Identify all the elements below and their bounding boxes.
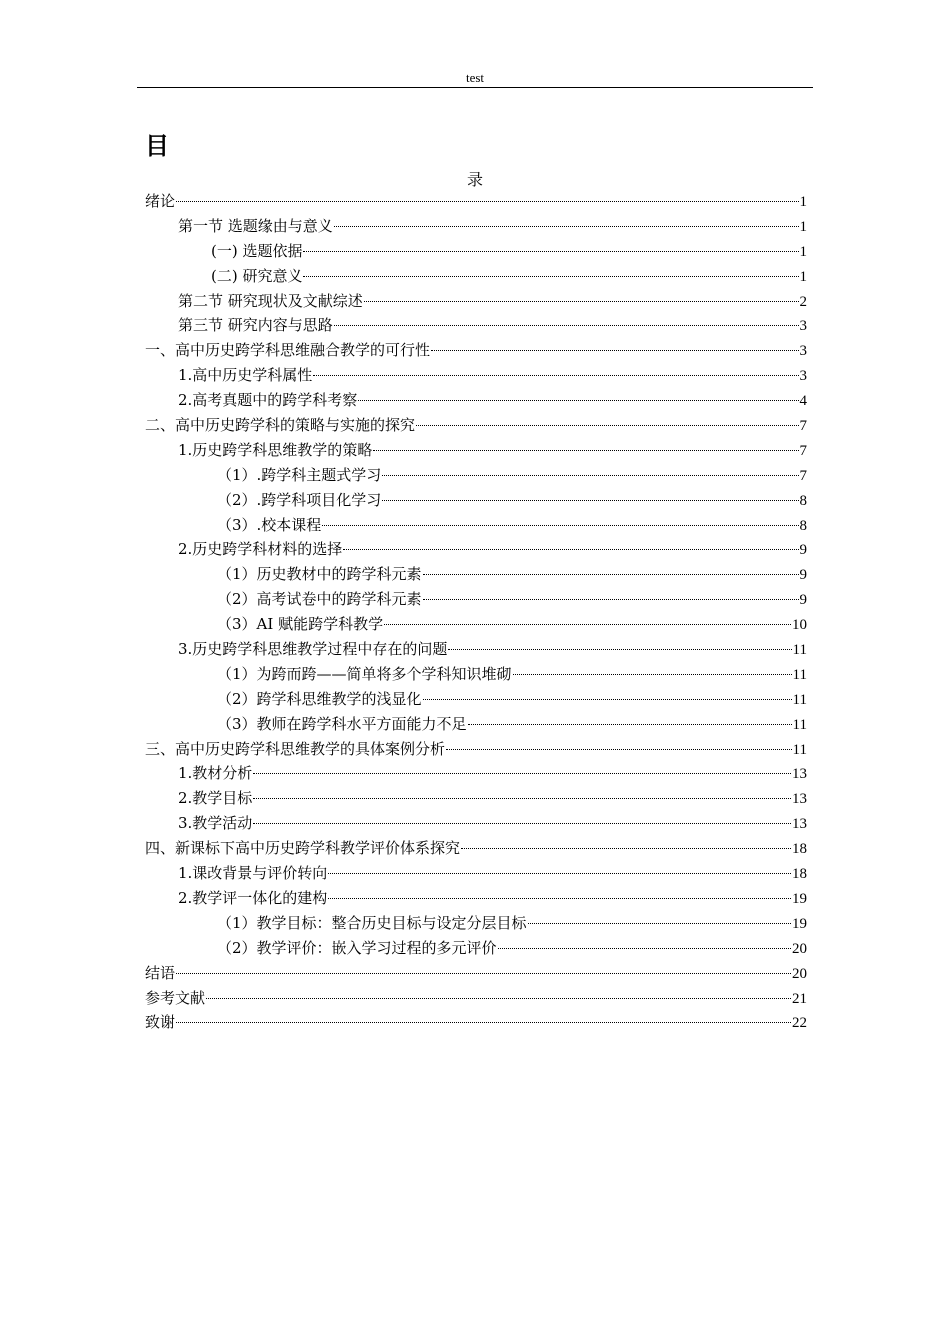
toc-entry-page: 22	[792, 1015, 807, 1032]
toc-leader-dots	[334, 226, 799, 227]
toc-entry-title: 三、高中历史跨学科思维教学的具体案例分析	[145, 739, 446, 758]
toc-entry-title: 四、新课标下高中历史跨学科教学评价体系探究	[145, 839, 461, 858]
toc-entry[interactable]	[145, 463, 807, 488]
toc-entry-title: 2.教学评一体化的建构	[178, 888, 328, 907]
toc-entry[interactable]	[145, 537, 807, 562]
toc-leader-dots	[253, 823, 791, 824]
table-of-contents	[145, 189, 807, 1035]
toc-entry-page: 10	[792, 617, 807, 634]
toc-entry[interactable]	[145, 961, 807, 986]
toc-entry-page: 8	[799, 517, 807, 534]
toc-entry-title: 绪论	[145, 192, 176, 210]
toc-entry[interactable]	[145, 612, 807, 637]
toc-entry-title: （1）教学目标：整合历史目标与设定分层目标	[217, 913, 527, 932]
toc-leader-dots	[206, 998, 791, 999]
toc-leader-dots	[328, 898, 791, 899]
toc-entry-title: 2.历史跨学科材料的选择	[178, 540, 343, 559]
toc-leader-dots	[461, 848, 791, 849]
toc-entry-title: （1）历史教材中的跨学科元素	[217, 565, 422, 584]
toc-leader-dots	[322, 525, 798, 526]
toc-entry-page: 19	[792, 890, 807, 907]
toc-entry-page: 3	[799, 343, 807, 360]
toc-entry-page: 11	[792, 716, 807, 733]
toc-entry[interactable]	[145, 986, 807, 1011]
toc-entry[interactable]	[145, 737, 807, 762]
toc-entry-title: 第二节 研究现状及文献综述	[178, 291, 363, 310]
toc-entry-title: （2）高考试卷中的跨学科元素	[217, 590, 422, 609]
toc-entry[interactable]	[145, 438, 807, 463]
toc-entry-page: 1	[799, 194, 807, 210]
toc-entry[interactable]	[145, 911, 807, 936]
toc-entry-title: 1.教材分析	[178, 764, 253, 783]
toc-leader-dots	[382, 475, 798, 476]
toc-leader-dots	[303, 276, 798, 277]
toc-leader-dots	[446, 749, 792, 750]
toc-leader-dots	[498, 948, 791, 949]
toc-entry-page: 4	[799, 393, 807, 410]
toc-entry-page: 20	[792, 965, 807, 982]
toc-entry-page: 11	[792, 666, 807, 683]
toc-entry-title: 3.历史跨学科思维教学过程中存在的问题	[178, 640, 448, 659]
toc-entry[interactable]	[145, 836, 807, 861]
toc-entry-page: 21	[792, 990, 807, 1007]
toc-entry-title: （1）为跨而跨——简单将多个学科知识堆砌	[217, 664, 512, 683]
toc-entry-page: 8	[799, 492, 807, 509]
toc-leader-dots	[253, 798, 791, 799]
toc-entry-page: 1	[799, 218, 807, 235]
toc-entry-page: 9	[799, 592, 807, 609]
toc-entry[interactable]	[145, 936, 807, 961]
toc-leader-dots	[384, 624, 791, 625]
toc-leader-dots	[328, 873, 791, 874]
toc-entry-title: 2.高考真题中的跨学科考察	[178, 391, 358, 410]
toc-entry-title: （3）AI 赋能跨学科教学	[217, 615, 384, 634]
toc-entry[interactable]	[145, 712, 807, 737]
toc-entry-title: 1.历史跨学科思维教学的策略	[178, 440, 373, 459]
toc-leader-dots	[528, 923, 791, 924]
toc-entry-title: （2）教学评价：嵌入学习过程的多元评价	[217, 938, 497, 957]
toc-entry-page: 9	[799, 542, 807, 559]
toc-entry-page: 7	[799, 442, 807, 459]
toc-entry[interactable]	[145, 637, 807, 662]
toc-entry[interactable]	[145, 338, 807, 363]
header-rule	[137, 87, 813, 88]
toc-entry-page: 13	[792, 791, 807, 808]
toc-title-part2: 录	[466, 170, 483, 189]
toc-entry-page: 13	[792, 766, 807, 783]
toc-leader-dots	[253, 773, 791, 774]
toc-entry[interactable]	[145, 786, 807, 811]
toc-entry[interactable]	[145, 562, 807, 587]
toc-entry[interactable]	[145, 861, 807, 886]
toc-entry[interactable]	[145, 264, 807, 289]
toc-entry-title: 3.教学活动	[178, 814, 253, 833]
toc-entry-title: 1.高中历史学科属性	[178, 366, 313, 385]
toc-entry[interactable]	[145, 811, 807, 836]
toc-leader-dots	[364, 301, 799, 302]
toc-entry[interactable]	[145, 388, 807, 413]
toc-entry-title: 第三节 研究内容与思路	[178, 316, 333, 335]
toc-entry[interactable]	[145, 662, 807, 687]
toc-entry[interactable]	[145, 214, 807, 239]
toc-entry-page: 9	[799, 567, 807, 584]
toc-entry-title: (二) 研究意义	[211, 266, 303, 285]
toc-entry-title: 二、高中历史跨学科的策略与实施的探究	[145, 416, 416, 435]
toc-entry-title: 结语	[145, 963, 176, 982]
toc-entry-title: 参考文献	[145, 988, 206, 1007]
toc-entry-page: 18	[792, 841, 807, 858]
toc-leader-dots	[343, 549, 798, 550]
toc-entry-page: 11	[792, 741, 807, 758]
toc-entry[interactable]	[145, 239, 807, 264]
toc-leader-dots	[176, 973, 791, 974]
toc-entry-title: 2.教学目标	[178, 789, 253, 808]
toc-leader-dots	[416, 425, 798, 426]
toc-entry-title: 一、高中历史跨学科思维融合教学的可行性	[145, 341, 431, 360]
toc-entry[interactable]	[145, 363, 807, 388]
toc-leader-dots	[513, 674, 792, 675]
toc-entry[interactable]	[145, 587, 807, 612]
toc-leader-dots	[176, 1022, 791, 1023]
toc-leader-dots	[468, 724, 792, 725]
toc-entry-title: （1）.跨学科主题式学习	[217, 465, 382, 484]
toc-entry-title: （3）.校本课程	[217, 515, 322, 534]
toc-leader-dots	[334, 325, 799, 326]
toc-entry-page: 11	[792, 691, 807, 708]
toc-leader-dots	[423, 699, 792, 700]
toc-entry[interactable]	[145, 761, 807, 786]
toc-entry[interactable]	[145, 313, 807, 338]
toc-entry[interactable]	[145, 189, 807, 214]
toc-leader-dots	[423, 599, 799, 600]
toc-leader-dots	[313, 375, 798, 376]
toc-entry-page: 3	[799, 368, 807, 385]
toc-entry-title: 致谢	[145, 1013, 176, 1032]
toc-entry[interactable]	[145, 1010, 807, 1035]
toc-entry-title: 1.课改背景与评价转向	[178, 864, 328, 883]
toc-leader-dots	[423, 574, 799, 575]
toc-entry-title: （3）教师在跨学科水平方面能力不足	[217, 714, 467, 733]
toc-entry-page: 3	[799, 318, 807, 335]
toc-entry-page: 7	[799, 467, 807, 484]
page-header: test	[465, 70, 485, 85]
toc-entry-page: 13	[792, 816, 807, 833]
toc-entry-page: 1	[799, 268, 807, 285]
toc-leader-dots	[303, 251, 798, 252]
toc-entry-title: （2）跨学科思维教学的浅显化	[217, 689, 422, 708]
toc-title-part1: 目	[145, 131, 169, 160]
toc-entry-page: 20	[792, 940, 807, 957]
toc-entry-title: (一) 选题依据	[211, 241, 303, 260]
toc-entry[interactable]	[145, 413, 807, 438]
toc-entry[interactable]	[145, 886, 807, 911]
toc-leader-dots	[373, 450, 798, 451]
toc-entry[interactable]	[145, 289, 807, 314]
toc-leader-dots	[431, 350, 798, 351]
toc-entry-page: 7	[799, 418, 807, 435]
toc-entry-page: 18	[792, 866, 807, 883]
toc-leader-dots	[448, 649, 791, 650]
toc-entry-title: （2）.跨学科项目化学习	[217, 490, 382, 509]
toc-leader-dots	[358, 400, 798, 401]
toc-entry-page: 19	[792, 915, 807, 932]
toc-leader-dots	[176, 201, 798, 202]
toc-entry-page: 1	[799, 243, 807, 260]
toc-entry[interactable]	[145, 488, 807, 513]
toc-entry[interactable]	[145, 513, 807, 538]
toc-entry-page: 2	[799, 293, 807, 310]
toc-entry[interactable]	[145, 687, 807, 712]
toc-entry-page: 11	[792, 642, 807, 659]
toc-entry-title: 第一节 选题缘由与意义	[178, 216, 333, 235]
toc-leader-dots	[382, 500, 798, 501]
